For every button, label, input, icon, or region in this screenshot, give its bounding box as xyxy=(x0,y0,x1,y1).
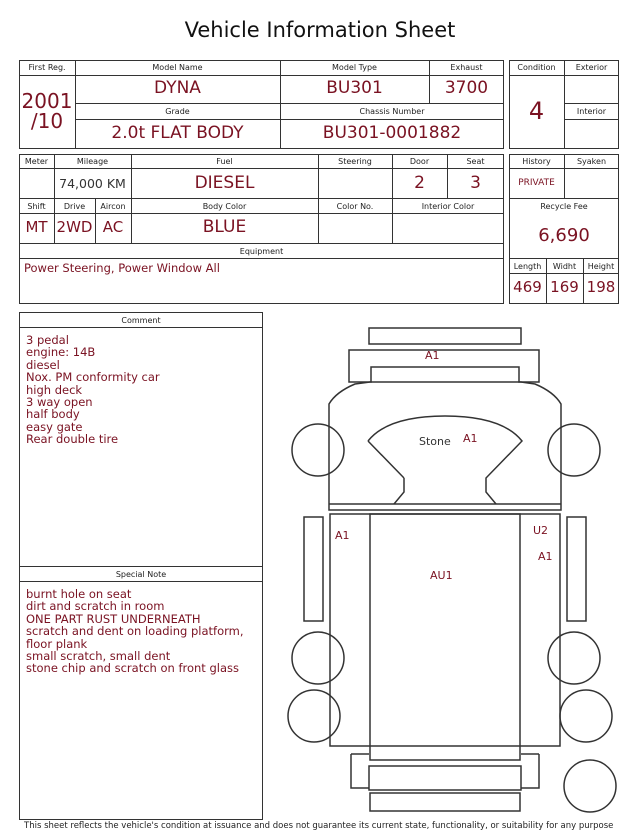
model-name-value: DYNA xyxy=(154,78,201,98)
comment-line: Rear double tire xyxy=(26,432,119,447)
syaken-label: Syaken xyxy=(576,157,607,166)
meter-label: Meter xyxy=(24,157,49,166)
special-note-line: stone chip and scratch on front glass xyxy=(26,661,239,676)
aircon-value: AC xyxy=(102,218,124,236)
damage-windshield: A1 xyxy=(463,432,478,445)
length-label: Length xyxy=(513,262,542,271)
chassis-number-label: Chassis Number xyxy=(359,107,425,116)
recycle-fee-label: Recycle Fee xyxy=(540,202,588,211)
interior-color-label: Interior Color xyxy=(421,202,475,211)
comment-line: 3 pedal xyxy=(26,333,69,347)
grade-label: Grade xyxy=(165,107,190,116)
history-value: PRIVATE xyxy=(518,178,555,188)
condition-label: Condition xyxy=(517,63,556,72)
comment-label: Comment xyxy=(121,316,161,325)
condition-value: 4 xyxy=(528,97,545,125)
door-label: Door xyxy=(409,157,430,166)
interior-label: Interior xyxy=(576,107,607,116)
special-note-line: burnt hole on seat xyxy=(26,587,132,601)
model-name-label: Model Name xyxy=(152,63,203,72)
comment-line: Nox. PM conformity car xyxy=(26,370,160,385)
comment-line: easy gate xyxy=(26,419,83,434)
height-label: Height xyxy=(587,262,615,271)
damage-bed: AU1 xyxy=(430,569,453,582)
aircon-label: Aircon xyxy=(100,202,126,211)
history-label: History xyxy=(522,157,551,166)
special-note-line: scratch and dent on loading platform, xyxy=(26,624,244,639)
chassis-number-value: BU301-0001882 xyxy=(322,123,462,143)
model-type-label: Model Type xyxy=(332,63,377,72)
fuel-value: DIESEL xyxy=(194,173,255,193)
recycle-fee-value: 6,690 xyxy=(538,225,590,246)
comment-line: half body xyxy=(26,407,80,422)
shift-label: Shift xyxy=(27,202,46,211)
special-note-line: dirt and scratch in room xyxy=(26,599,165,614)
length-value: 469 xyxy=(513,278,542,296)
comment-line: engine: 14B xyxy=(26,345,96,360)
drive-value: 2WD xyxy=(56,218,93,236)
disclaimer-footer: This sheet reflects the vehicle's condition at issuance and does not guarantee its current state, functionality, or suitability for any purpose xyxy=(24,821,614,831)
equipment-label: Equipment xyxy=(239,247,284,256)
shift-value: MT xyxy=(25,218,48,236)
damage-windshield-stone: Stone xyxy=(419,435,451,448)
width-value: 169 xyxy=(550,278,579,296)
comment-line: high deck xyxy=(26,382,83,397)
seat-value: 3 xyxy=(470,173,481,193)
mileage-label: Mileage xyxy=(76,157,109,166)
equipment-value: Power Steering, Power Window All xyxy=(24,261,220,275)
seat-label: Seat xyxy=(466,157,485,166)
fuel-label: Fuel xyxy=(216,157,233,166)
comment-line: 3 way open xyxy=(26,395,93,410)
body-color-value: BLUE xyxy=(202,217,247,237)
page-title: Vehicle Information Sheet xyxy=(184,18,456,42)
special-note-line: floor plank xyxy=(26,636,88,651)
damage-right-side-u: U2 xyxy=(533,524,549,537)
height-value: 198 xyxy=(586,278,616,296)
first-reg-month: /10 xyxy=(30,109,64,133)
width-label: Widht xyxy=(552,262,577,271)
color-no-label: Color No. xyxy=(336,202,374,211)
drive-label: Drive xyxy=(63,202,86,211)
first-reg-label: First Reg. xyxy=(28,63,66,72)
exhaust-label: Exhaust xyxy=(450,63,483,72)
body-color-label: Body Color xyxy=(202,202,247,211)
exhaust-value: 3700 xyxy=(444,78,489,98)
special-note-label: Special Note xyxy=(115,570,167,579)
exterior-label: Exterior xyxy=(575,63,608,72)
damage-right-side-a: A1 xyxy=(538,550,553,563)
mileage-value: 74,000 KM xyxy=(59,176,126,191)
damage-front-bumper: A1 xyxy=(425,349,440,362)
special-note-line: small scratch, small dent xyxy=(26,649,171,664)
steering-label: Steering xyxy=(338,157,372,166)
grade-value: 2.0t FLAT BODY xyxy=(111,123,244,143)
model-type-value: BU301 xyxy=(326,78,383,98)
special-note-line: ONE PART RUST UNDERNEATH xyxy=(26,611,201,626)
door-value: 2 xyxy=(414,173,425,193)
first-reg-year: 2001 xyxy=(21,89,73,113)
damage-left-side: A1 xyxy=(335,529,350,542)
comment-line: diesel xyxy=(26,357,60,372)
